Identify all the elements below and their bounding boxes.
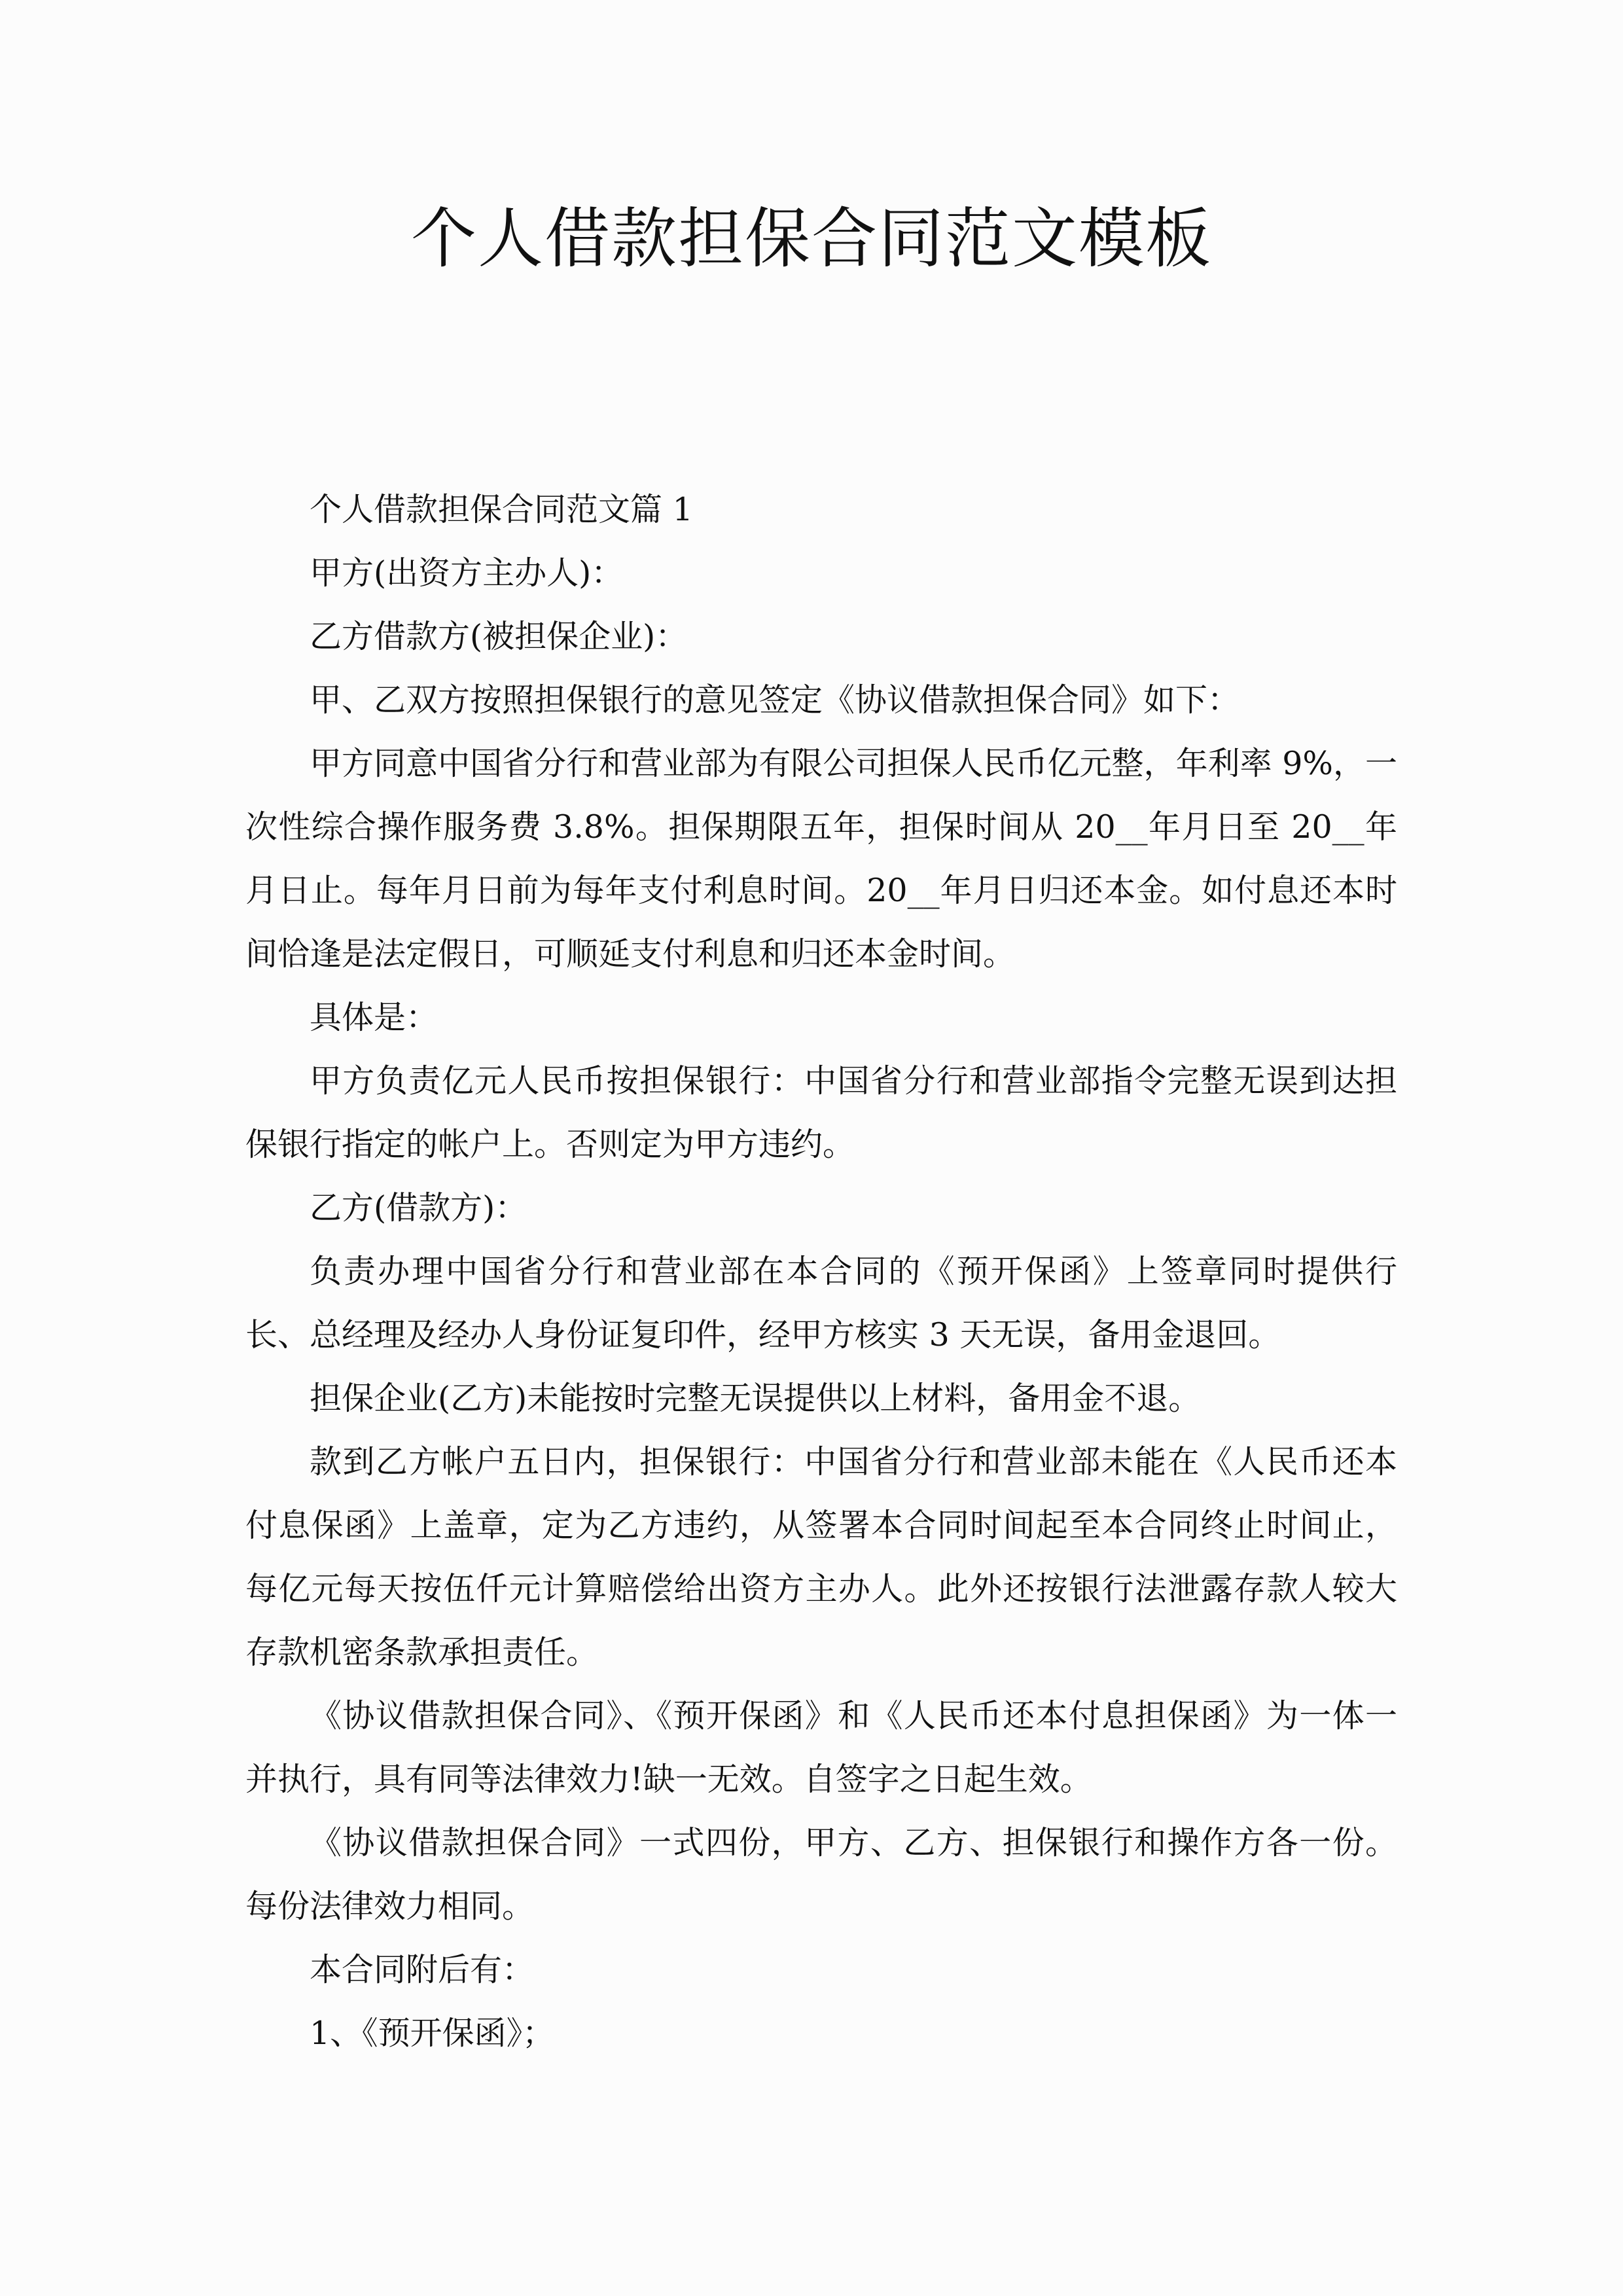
party-a-label: 甲方(出资方主办人)： <box>310 554 624 592</box>
party-b-label: 乙方借款方(被担保企业)： <box>310 618 688 655</box>
specifics-label: 具体是： <box>310 999 438 1036</box>
clause-default-penalty: 款到乙方帐户五日内，担保银行：中国省分行和营业部未能在《人民币还本付息保函》上盖章，定为乙方违约，从签署本合同时间起至本合同终止时间止，每亿元每天按伍仟元计算赔偿给出资方主办人。此外还按银行法泄露存款人较大存款机密条款承担责任。 <box>245 1443 1397 1671</box>
borrower-label: 乙方(借款方)： <box>310 1189 527 1227</box>
attachments-label: 本合同附后有： <box>310 1951 535 1988</box>
attachment-item-1: 1、《预开保函》； <box>310 2015 555 2052</box>
agreement-intro: 甲、乙双方按照担保银行的意见签定《协议借款担保合同》如下： <box>310 681 1240 719</box>
document-body <box>245 478 1397 2065</box>
clause-party-a-duty: 甲方负责亿元人民币按担保银行：中国省分行和营业部指令完整无误到达担保银行指定的帐户上。否则定为甲方违约。 <box>245 1062 1397 1163</box>
clause-guarantee-terms: 甲方同意中国省分行和营业部为有限公司担保人民币亿元整，年利率 9%，一次性综合操作服务费 3.8%。担保期限五年，担保时间从 20__年月日至 20__年月日止。每年月日前为每年支付利息时间。20__年月日归还本金。如付息还本时间恰逢是法定假日，可顺延支付利息和归还本金时间。 <box>245 745 1397 973</box>
section-heading: 个人借款担保合同范文篇 1 <box>310 491 693 528</box>
clause-legal-effect: 《协议借款担保合同》、《预开保函》和《人民币还本付息担保函》为一体一并执行，具有同等法律效力!缺一无效。自签字之日起生效。 <box>245 1697 1397 1798</box>
clause-copies: 《协议借款担保合同》一式四份，甲方、乙方、担保银行和操作方各一份。每份法律效力相同。 <box>245 1824 1397 1925</box>
document-title: 个人借款担保合同范文模板 <box>411 200 1212 277</box>
clause-deposit-forfeit: 担保企业(乙方)未能按时完整无误提供以上材料，备用金不退。 <box>310 1380 1201 1417</box>
clause-borrower-duty: 负责办理中国省分行和营业部在本合同的《预开保函》上签章同时提供行长、总经理及经办人身份证复印件，经甲方核实 3 天无误，备用金退回。 <box>245 1253 1397 1354</box>
